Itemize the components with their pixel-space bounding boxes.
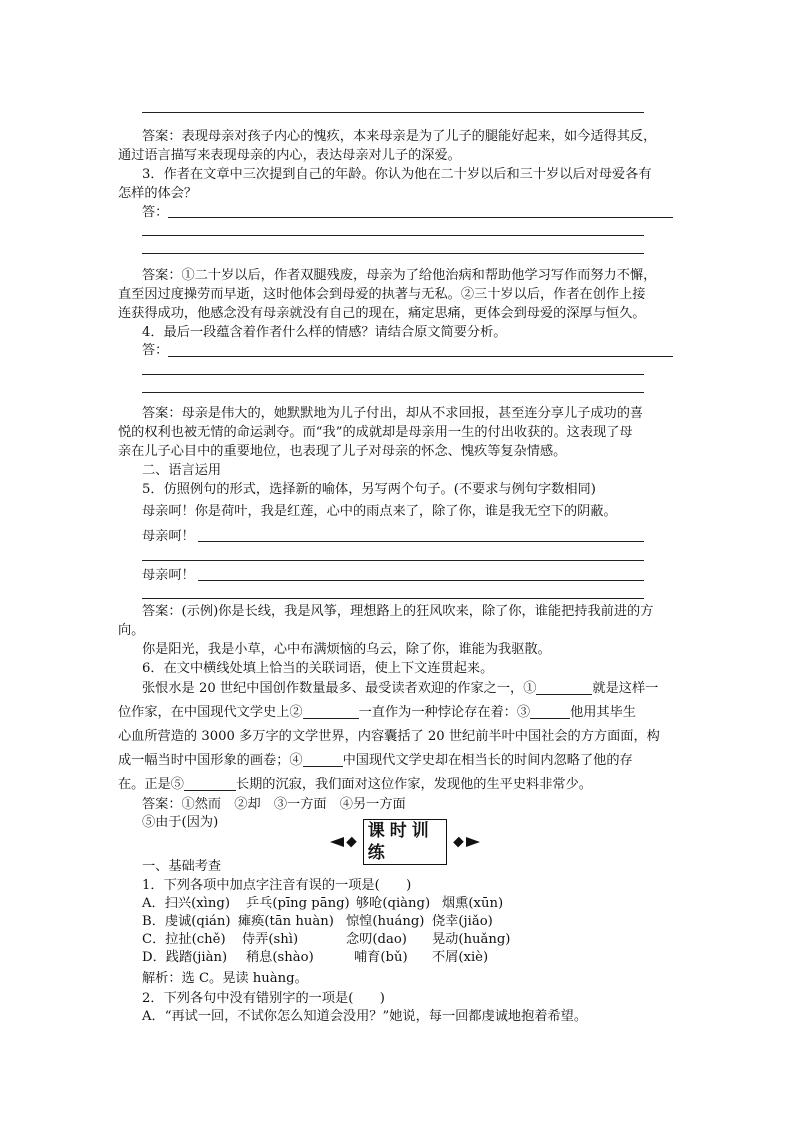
fill-blank-1[interactable] bbox=[536, 680, 592, 695]
text-line: 答案：①然而 ②却 ③一方面 ④另一方面 bbox=[142, 797, 406, 812]
text-line: ⑤由于(因为) bbox=[142, 815, 219, 830]
text-line: 通过语言描写来表现母亲的内心，表达母亲对儿子的深爱。 bbox=[118, 148, 461, 163]
section-banner bbox=[330, 821, 480, 863]
passage-line bbox=[118, 704, 636, 722]
answer-blank-line[interactable] bbox=[142, 560, 644, 561]
answer-blank-line[interactable] bbox=[142, 392, 644, 393]
text: 成一幅当时中国形象的画卷；④ bbox=[118, 753, 303, 768]
question-4: 4．最后一段蕴含着作者什么样的情感？请结合原文简要分析。 bbox=[142, 325, 507, 340]
option-item: 哺育(bǔ) bbox=[354, 950, 408, 965]
passage-line bbox=[118, 776, 592, 794]
question-5: 5．仿照例句的形式，选择新的喻体，另写两个句子。(不要求与例句字数相同) bbox=[142, 482, 596, 497]
question-3: 3．作者在文章中三次提到自己的年龄。你认为他在二十岁以后和三十岁以后对母爱各有 bbox=[142, 167, 652, 182]
text: 张恨水是 20 世纪中国创作数量最多、最受读者欢迎的作家之一，① bbox=[142, 681, 537, 696]
text: 就是这样一 bbox=[592, 681, 659, 696]
option-item: 侥幸(jiǎo) bbox=[432, 914, 493, 929]
answer-blank-line[interactable] bbox=[142, 374, 644, 375]
fill-blank-5[interactable] bbox=[184, 776, 236, 791]
option-item: 惊惶(huáng) bbox=[346, 914, 425, 929]
text: 一直作为一种悖论存在着：③ bbox=[358, 705, 531, 720]
text-line: 连获得成功，他感念没有母亲就没有自己的现在，痛定思痛，更体会到母爱的深厚与恒久。 bbox=[118, 306, 646, 321]
option-item: A．扫兴(xìng) bbox=[142, 896, 230, 911]
text-line: 答案：表现母亲对孩子内心的愧疚，本来母亲是为了儿子的腿能好起来，如今适得其反， bbox=[142, 129, 657, 144]
fill-blank-4[interactable] bbox=[303, 752, 343, 767]
question-6: 6．在文中横线处填上恰当的关联词语，使上下文连贯起来。 bbox=[142, 661, 494, 676]
text-line: 亲在儿子心目中的重要地位，也表现了儿子对母亲的怀念、愧疚等复杂情感。 bbox=[118, 444, 567, 459]
example-sentence: 母亲呵！你是荷叶，我是红莲，心中的雨点来了，除了你，谁是我无空下的阴蔽。 bbox=[142, 504, 617, 519]
option-item: 晃动(huǎng) bbox=[432, 932, 511, 947]
question-1: 1．下列各项中加点字注音有误的一项是( ) bbox=[142, 878, 412, 893]
diamond-decoration-icon bbox=[453, 837, 463, 847]
answer-blank-line[interactable] bbox=[168, 356, 673, 357]
text: 在。正是⑤ bbox=[118, 777, 184, 792]
option-item: 念叨(dao) bbox=[346, 932, 407, 947]
answer-prompt: 母亲呵！ bbox=[142, 529, 195, 544]
answer-blank-line[interactable] bbox=[168, 217, 673, 218]
text-line: 直至因过度操劳而早逝，这时他体会到母爱的执著与无私。②三十岁以后，作者在创作上接 bbox=[118, 287, 646, 302]
option-item: 乒乓(pīng pāng) bbox=[246, 896, 350, 911]
option-item: 侍弄(shì) bbox=[242, 932, 299, 947]
answer-blank-line[interactable] bbox=[198, 541, 644, 542]
text-line: 怎样的体会？ bbox=[118, 186, 198, 201]
option-item: 够呛(qiàng) bbox=[356, 896, 431, 911]
option-item: C．拉扯(chě) bbox=[142, 932, 226, 947]
option-item: B．虔诚(qián) bbox=[142, 914, 231, 929]
text-line: 答案：①二十岁以后，作者双腿残废，母亲为了给他治病和帮助他学习写作而努力不懈， bbox=[142, 268, 657, 283]
text-line: 答案：母亲是伟大的，她默默地为儿子付出，却从不求回报，甚至连分享儿子成功的喜 bbox=[142, 406, 644, 421]
option-item: 瘫痪(tān huàn) bbox=[238, 914, 334, 929]
option-item: D．践踏(jiàn) bbox=[142, 950, 228, 965]
answer-label: 答： bbox=[142, 343, 169, 358]
option-item: 烟熏(xūn) bbox=[442, 896, 504, 911]
text-line: 你是阳光，我是小草，心中布满烦恼的乌云，除了你，谁能为我驱散。 bbox=[142, 642, 551, 657]
answer-prompt: 母亲呵！ bbox=[142, 568, 195, 583]
text: 他用其毕生 bbox=[570, 705, 636, 720]
option-item: 不屑(xiè) bbox=[432, 950, 489, 965]
text-line: 向。 bbox=[118, 623, 145, 638]
option-a: A．“再试一回，不试你怎么知道会没用？”她说，每一回都虔诚地抱着希望。 bbox=[142, 1009, 588, 1024]
text-line: 答案：(示例)你是长线，我是风筝，理想路上的狂风吹来，除了你，谁能把持我前进的方 bbox=[142, 604, 654, 619]
answer-blank-line[interactable] bbox=[142, 235, 644, 236]
option-item: 稍息(shào) bbox=[246, 950, 314, 965]
text: 位作家，在中国现代文学史上② bbox=[118, 705, 303, 720]
text: 长期的沉寂，我们面对这位作家，发现他的生平史料非常少。 bbox=[235, 777, 592, 792]
question-2: 2．下列各句中没有错别字的一项是( ) bbox=[142, 991, 385, 1006]
answer-label: 答： bbox=[142, 205, 169, 220]
section-heading: 一、基础考查 bbox=[142, 859, 222, 874]
text: 中国现代文学史却在相当长的时间内忽略了他的存 bbox=[342, 753, 633, 768]
diamond-decoration-icon bbox=[346, 837, 356, 847]
section-heading: 二、语言运用 bbox=[142, 463, 222, 478]
answer-blank-line[interactable] bbox=[198, 580, 644, 581]
passage-line bbox=[142, 680, 658, 698]
fill-blank-2[interactable] bbox=[303, 704, 359, 719]
banner-title: 课时训练 bbox=[363, 819, 447, 865]
passage-line: 心血所营造的 3000 多万字的文学世界，内容囊括了 20 世纪前半叶中国社会的方方面面，构 bbox=[118, 729, 660, 744]
left-arrow-decoration-icon bbox=[330, 837, 344, 847]
text-line: 悦的权利也被无情的命运剥夺。而“我”的成就却是母亲用一生的付出收获的。这表现了母 bbox=[118, 425, 633, 440]
answer-blank-line[interactable] bbox=[142, 253, 644, 254]
answer-blank-line[interactable] bbox=[142, 112, 644, 113]
answer-blank-line[interactable] bbox=[142, 598, 644, 599]
passage-line bbox=[118, 752, 633, 770]
fill-blank-3[interactable] bbox=[530, 704, 570, 719]
analysis-line: 解析：选 C。晃读 huàng。 bbox=[142, 971, 308, 986]
right-arrow-decoration-icon bbox=[466, 837, 480, 847]
